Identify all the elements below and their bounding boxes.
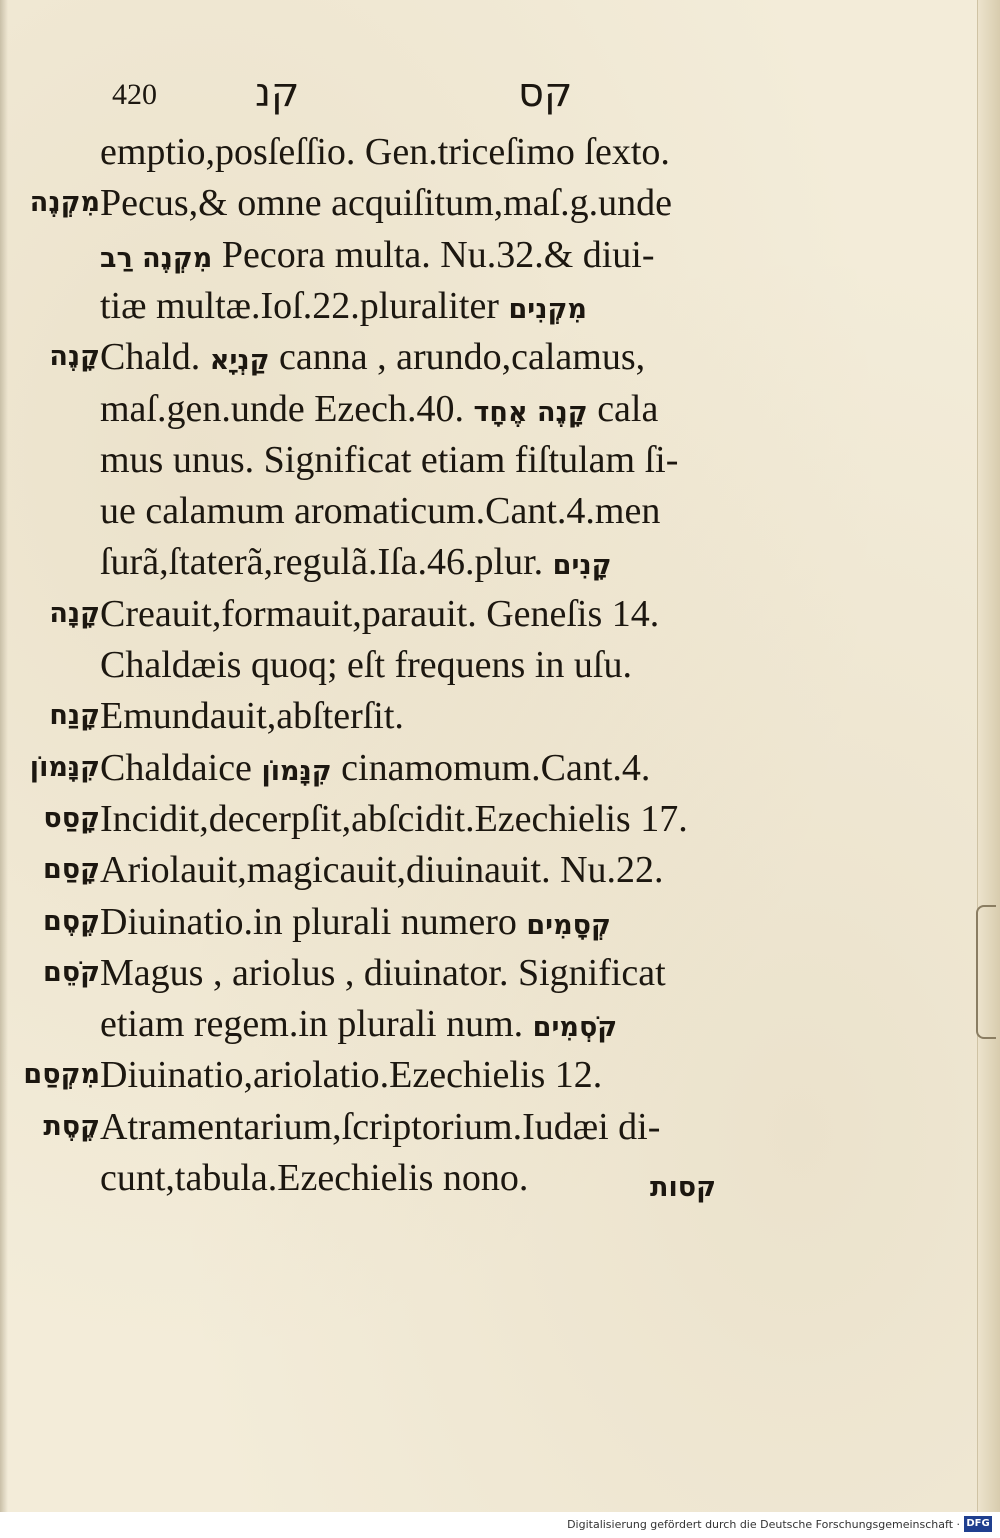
dfg-logo-icon: DFG — [964, 1516, 992, 1532]
headword: קָנָה — [49, 598, 100, 629]
headword: קֶסֶת — [43, 1111, 100, 1142]
text-line — [100, 281, 760, 331]
hebrew-word: מִקְנֶה רַב — [100, 243, 213, 274]
latin-text: Chald. — [100, 336, 210, 378]
footer — [0, 1512, 1000, 1538]
text-line: Emundauit,abſterſit. — [100, 695, 404, 737]
latin-text: canna , arundo,calamus, — [269, 336, 646, 378]
text-line — [100, 897, 760, 947]
latin-text: etiam regem.in plurali num. — [100, 1003, 533, 1045]
headword: קָנַח — [49, 700, 100, 731]
text-line: Ariolauit,magicauit,diuinauit. Nu.22. — [100, 849, 664, 891]
headword: קִנָּמוֹן — [29, 752, 100, 783]
text-line: mus unus. Significat etiam fiſtulam ſi- — [100, 439, 679, 481]
headword: קָסַס — [43, 803, 100, 834]
running-head-left: קנ — [255, 70, 300, 116]
page-number: 420 — [112, 78, 157, 111]
latin-text: tiæ multæ.Ioſ.22.pluraliter — [100, 285, 509, 327]
text-line — [100, 332, 760, 382]
text-line — [100, 999, 760, 1049]
latin-text: Pecora multa. Nu.32.& diui- — [212, 234, 655, 276]
headword: מִקְנֶה — [29, 187, 100, 218]
text-line — [100, 230, 760, 280]
latin-text: Chaldaice — [100, 747, 262, 789]
latin-text: maſ.gen.unde Ezech.40. — [100, 388, 474, 430]
text-line — [100, 743, 760, 793]
headword: קֹסֵם — [42, 957, 100, 988]
headword: קֶסֶם — [42, 906, 100, 937]
latin-text: cala — [587, 388, 659, 430]
latin-text: ſurã,ſtaterã,regulã.Iſa.46.plur. — [100, 541, 553, 583]
hebrew-word: מִקְנִים — [508, 294, 587, 325]
text-line: Chaldæis quoq; eſt frequens in uſu. — [100, 644, 632, 686]
text-line — [100, 537, 760, 587]
hebrew-word: קָנִים — [552, 550, 612, 581]
hebrew-word: קֹסְמִים — [532, 1012, 618, 1043]
funding-note: Digitalisierung gefördert durch die Deutsche Forschungsgemeinschaft · — [567, 1518, 960, 1531]
text-line: cunt,tabula.Ezechielis nono. — [100, 1157, 529, 1199]
running-head-right: קס — [518, 70, 573, 116]
text-line: Creauit,formauit,parauit. Geneſis 14. — [100, 593, 660, 635]
text-line: Atramentarium,ſcriptorium.Iudæi di- — [100, 1106, 661, 1148]
text-line: Pecus,& omne acquiſitum,maſ.g.unde — [100, 182, 673, 224]
headword: קָנֶה — [49, 341, 100, 372]
hebrew-word: קִנָּמוֹן — [261, 756, 332, 787]
latin-text: cinamomum.Cant.4. — [331, 747, 651, 789]
hebrew-word: קַנְיָא — [209, 345, 270, 376]
text-line: Magus , ariolus , diuinator. Significat — [100, 952, 666, 994]
headword: קָסַם — [42, 854, 100, 885]
hebrew-word: קָנֶה אֶחָד — [473, 397, 588, 428]
text-line — [100, 384, 760, 434]
text-line: ue calamum aromaticum.Cant.4.men — [100, 490, 661, 532]
catchword: קסות — [650, 1172, 716, 1203]
headword: מִקְסַם — [23, 1059, 100, 1090]
text-line: emptio,posſeſſio. Gen.triceſimo ſexto. — [100, 131, 670, 173]
text-line: Incidit,decerpſit,abſcidit.Ezechielis 17. — [100, 798, 688, 840]
hebrew-word: קְסָמִים — [526, 910, 611, 941]
latin-text: Diuinatio.in plurali numero — [100, 901, 527, 943]
text-line: Diuinatio,ariolatio.Ezechielis 12. — [100, 1054, 603, 1096]
